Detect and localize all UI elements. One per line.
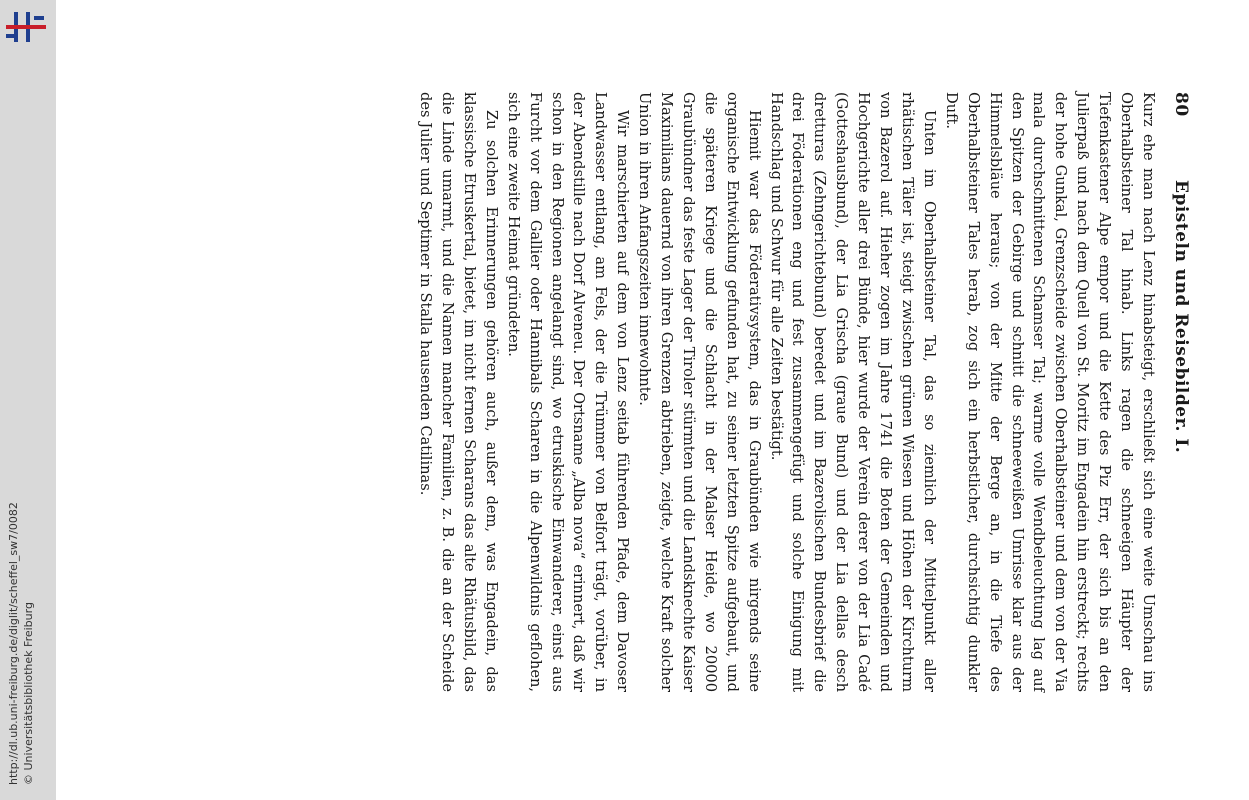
running-head: Episteln und Reisebilder. I. xyxy=(1171,180,1191,454)
copyright-notice: © Universitätsbibliothek Freiburg xyxy=(22,602,35,785)
paragraph: Wir marschierten auf dem von Lenz seitab führenden Pfade, dem Davoser Landwasser entlang, am Fels, der die Trümmer von Belfort trägt, vorüber, in der Abendstille nach Dorf Alveneu. Der Ortsname „Alba nova“ erinnert, daß wir schon in den Regionen angelangt sind, wo etruskische Einwanderer, einst aus Furcht vor dem Gallier oder Hannibals Scharen in die Alpenwildnis geflohen, sich eine zweite Heimat gründeten. xyxy=(504,92,632,692)
scanned-page xyxy=(56,0,1249,800)
library-logo-icon[interactable] xyxy=(4,10,48,44)
paragraph: Kurz ehe man nach Lenz hinabsteigt, erschließt sich eine weite Umschau ins Oberhalbsteiner Tal hinab. Links ragen die schneeigen Häupter der Tiefenkastener Alpe empor und die Kette des Piz Err, der sich bis an den Julierpaß und nach dem Quell von St. Moritz im Engadein hin erstreckt; rechts der hohe Gunkal, Grenzscheide zwischen Oberhalbsteiner und dem von der Via mala durchschnittenen Schamser Tal; warme volle Wendbeleuchtung lag auf den Spitzen der Gebirge und schnitt die schneeweißen Umrisse klar aus der Himmelsbläue heraus; von der Mitte der Berge an, in die Tiefe des Oberhalbsteiner Tales herab, zog sich ein herbstlicher, durchsichtig dunkler Duft. xyxy=(942,92,1157,692)
body-text xyxy=(414,92,1159,692)
page-number: 80 xyxy=(1171,92,1191,117)
viewer-caption xyxy=(6,405,36,785)
source-url[interactable]: http://dl.ub.uni-freiburg.de/diglit/scheffel_sw7/0082 xyxy=(7,502,20,785)
paragraph: Zu solchen Erinnerungen gehören auch, außer dem, was Engadein, das klassische Etruskertal, bietet, im nicht fernen Scharans das alte Rhätusbild, das die Linde umarmt, und die Namen mancher Familien, z. B. die an der Scheide des Julier und Septimer in Stalla hausenden Catilinas. xyxy=(417,92,500,692)
viewer-sidebar xyxy=(0,0,56,800)
paragraph: Hiemit war das Föderativsystem, das in Graubünden wie nirgends seine organische Entwicklung gefunden hat, zu seiner letzten Spitze aufgebaut, und die späteren Kriege und die Schlacht in der Malser Heide, wo 20000 Graubündner das feste Lager der Tiroler stürmten und die Landsknechte Kaiser Maximilians dauernd von ihren Grenzen abtrieben, zeigte, welche Kraft solcher Union in ihren Anfangszeiten innewohnte. xyxy=(636,92,763,692)
paragraph: Unten im Oberhalbsteiner Tal, das so ziemlich der Mittelpunkt aller rhätischen Täler ist, steigt zwischen grünen Wiesen und Höhen der Kirchturm von Bazerol auf. Hieher zogen im Jahre 1741 die Boten der Gemeinden und Hochgerichte aller drei Bünde, hier wurde der Verein derer von der Lia Cadé (Gotteshausbund), der Lia Grischa (graue Bund) und der Lia dellas desch dretturas (Zehngerichtebund) beredet und im Bazerolischen Bundesbrief die drei Föderationen eng und fest zusammengefügt und solche Einigung mit Handschlag und Schwur für alle Zeiten bestätigt. xyxy=(767,92,938,692)
page-header xyxy=(1167,92,1191,692)
page-content xyxy=(191,92,1191,692)
